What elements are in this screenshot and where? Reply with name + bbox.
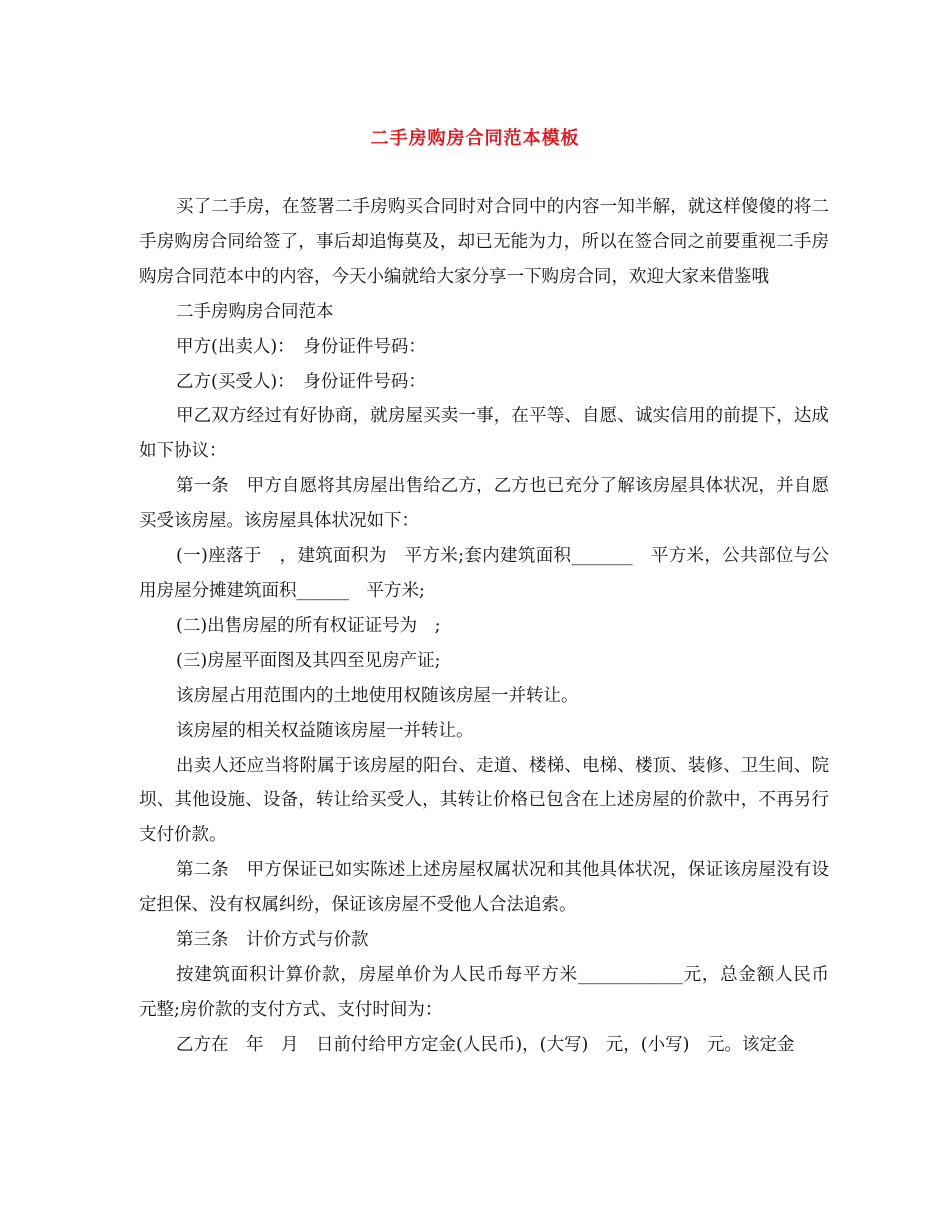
paragraph-item-2: (二)出售房屋的所有权证证号为 ; [176,615,441,636]
paragraph-item-1: (一)座落于 ，建筑面积为 平方米;套内建筑面积_______ 平方米，公共部位与公用房屋分摊建筑面积______ 平方米; [139,546,829,601]
paragraph-party-a: 甲方(出卖人)： 身份证件号码： [176,336,426,357]
paragraph-agreement: 甲乙双方经过有好协商，就房屋买卖一事，在平等、自愿、诚实信用的前提下，达成如下协议： [139,406,829,462]
paragraph-contract-heading: 二手房购房合同范本 [176,301,334,322]
paragraph-party-b: 乙方(买受人)： 身份证件号码： [176,371,426,392]
document-title: 二手房购房合同范本模板 [370,128,580,149]
paragraph-article-1: 第一条 甲方自愿将其房屋出售给乙方，乙方也已充分了解该房屋具体状况，并自愿买受该房屋。该房屋具体状况如下： [139,476,829,532]
paragraph-article-3: 第三条 计价方式与价款 [176,930,369,951]
paragraph-rights: 该房屋的相关权益随该房屋一并转让。 [176,720,474,741]
paragraph-intro: 买了二手房，在签署二手房购买合同时对合同中的内容一知半解，就这样傻傻的将二手房购房合同给签了，事后却追悔莫及，却已无能为力，所以在签合同之前要重视二手房购房合同范本中的内容，今天小编就给大家分享一下购房合同，欢迎大家来借鉴哦 [139,197,829,287]
paragraph-attachments: 出卖人还应当将附属于该房屋的阳台、走道、楼梯、电梯、楼顶、装修、卫生间、院坝、其他设施、设备，转让给买受人，其转让价格已包含在上述房屋的价款中，不再另行支付价款。 [139,755,829,846]
paragraph-pricing: 按建筑面积计算价款，房屋单价为人民币每平方米____________元，总金额人民币 元整;房价款的支付方式、支付时间为： [139,964,847,1020]
paragraph-land-use: 该房屋占用范围内的土地使用权随该房屋一并转让。 [176,685,579,706]
paragraph-deposit: 乙方在 年 月 日前付给甲方定金(人民币)，(大写) 元，(小写) 元。该定金 [176,1034,795,1055]
document-body [139,190,847,1063]
paragraph-item-3: (三)房屋平面图及其四至见房产证; [176,650,441,671]
paragraph-article-2: 第二条 甲方保证已如实陈述上述房屋权属状况和其他具体状况，保证该房屋没有设定担保、没有权属纠纷，保证该房屋不受他人合法追索。 [139,860,829,916]
